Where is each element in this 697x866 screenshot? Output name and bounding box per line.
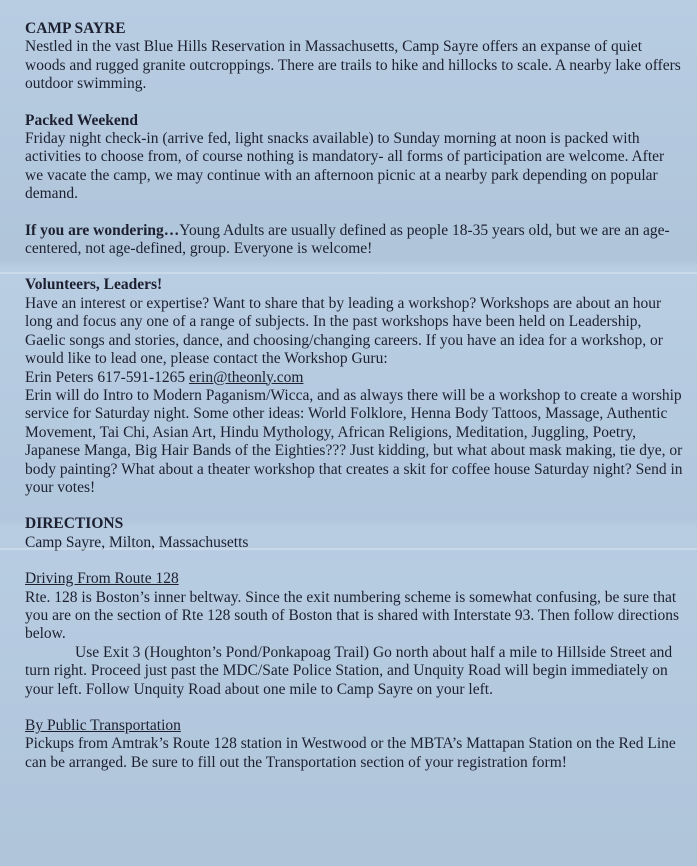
paper-fold-line (0, 548, 697, 550)
contact-email-link[interactable]: erin@theonly.com (189, 368, 304, 386)
volunteers-heading: Volunteers, Leaders! (25, 276, 163, 294)
transit-heading: By Public Transportation (25, 717, 181, 734)
weekend-description: Friday night check-in (arrive fed, light snacks available) to Sunday morning at noon is packed with activities to choose from, of course nothing is mandatory- all forms of participation are welcome. After we vacate the camp, we may continue with an afternoon picnic at a nearby park depending on popular demand. (25, 130, 665, 203)
weekend-section (25, 112, 683, 204)
transit-description: Pickups from Amtrak’s Route 128 station in Westwood or the MBTA’s Mattapan Station on the Red Line can be arranged. Be sure to fill out the Transportation section of your registration form! (25, 735, 676, 771)
weekend-heading: Packed Weekend (25, 111, 138, 129)
volunteers-contact (25, 369, 683, 387)
driving-section (25, 570, 683, 699)
directions-location: Camp Sayre, Milton, Massachusetts (25, 533, 249, 551)
wondering-body: Young Adults are usually defined as people 18-35 years old, but we are an age-centered, not age-defined, group. Everyone is welcome! (25, 221, 670, 258)
transit-section (25, 717, 683, 772)
volunteers-description: Have an interest or expertise? Want to share that by leading a workshop? Workshops are about an hour long and focus any one of a range of subjects. In the past workshops have been held on Leadership, Gaelic songs and stories, dance, and choosing/changing careers. If you have an idea for a workshop, or would like to lead one, please contact the Workshop Guru: (25, 294, 663, 368)
camp-description: Nestled in the vast Blue Hills Reservation in Massachusetts, Camp Sayre offers an expanse of quiet woods and rugged granite outcroppings. There are trails to hike and hillocks to scale. A nearby lake offers outdoor swimming. (25, 38, 681, 93)
camp-heading: CAMP SAYRE (25, 20, 126, 37)
contact-name-phone: Erin Peters 617-591-1265 (25, 368, 186, 386)
wondering-section (25, 222, 683, 259)
volunteers-section (25, 276, 683, 497)
driving-heading: Driving From Route 128 (25, 570, 179, 588)
driving-route: Use Exit 3 (Houghton’s Pond/Ponkapoag Trail) Go north about half a mile to Hillside Street and turn right. Proceed just past the MDC/Sate Police Station, and Unquity Road will begin immediately on your left. Follow Unquity Road about one mile to Camp Sayre on your left. (25, 643, 673, 698)
directions-heading: DIRECTIONS (25, 515, 124, 533)
volunteers-ideas: Erin will do Intro to Modern Paganism/Wicca, and as always there will be a workshop to create a worship service for Saturday night. Some other ideas: World Folklore, Henna Body Tattoos, Massage, Authentic Movement, Tai Chi, Asian Art, Hindu Mythology, African Religions, Meditation, Juggling, Poetry, Japanese Manga, Big Hair Bands of the Eighties??? Just kidding, but what about mask making, tie dye, or body painting? What about a theater workshop that creates a skit for coffee house Saturday night? Send in your votes! (25, 386, 683, 496)
paper-fold-line (0, 272, 697, 274)
wondering-heading: If you are wondering… (25, 221, 180, 239)
directions-section (25, 515, 683, 552)
wondering-paragraph (25, 222, 683, 259)
driving-overview: Rte. 128 is Boston’s inner beltway. Since the exit numbering scheme is somewhat confusing, be sure that you are on the section of Rte 128 south of Boston that is shared with Interstate 93. Then follow directions below. (25, 588, 680, 643)
camp-section (25, 20, 683, 94)
